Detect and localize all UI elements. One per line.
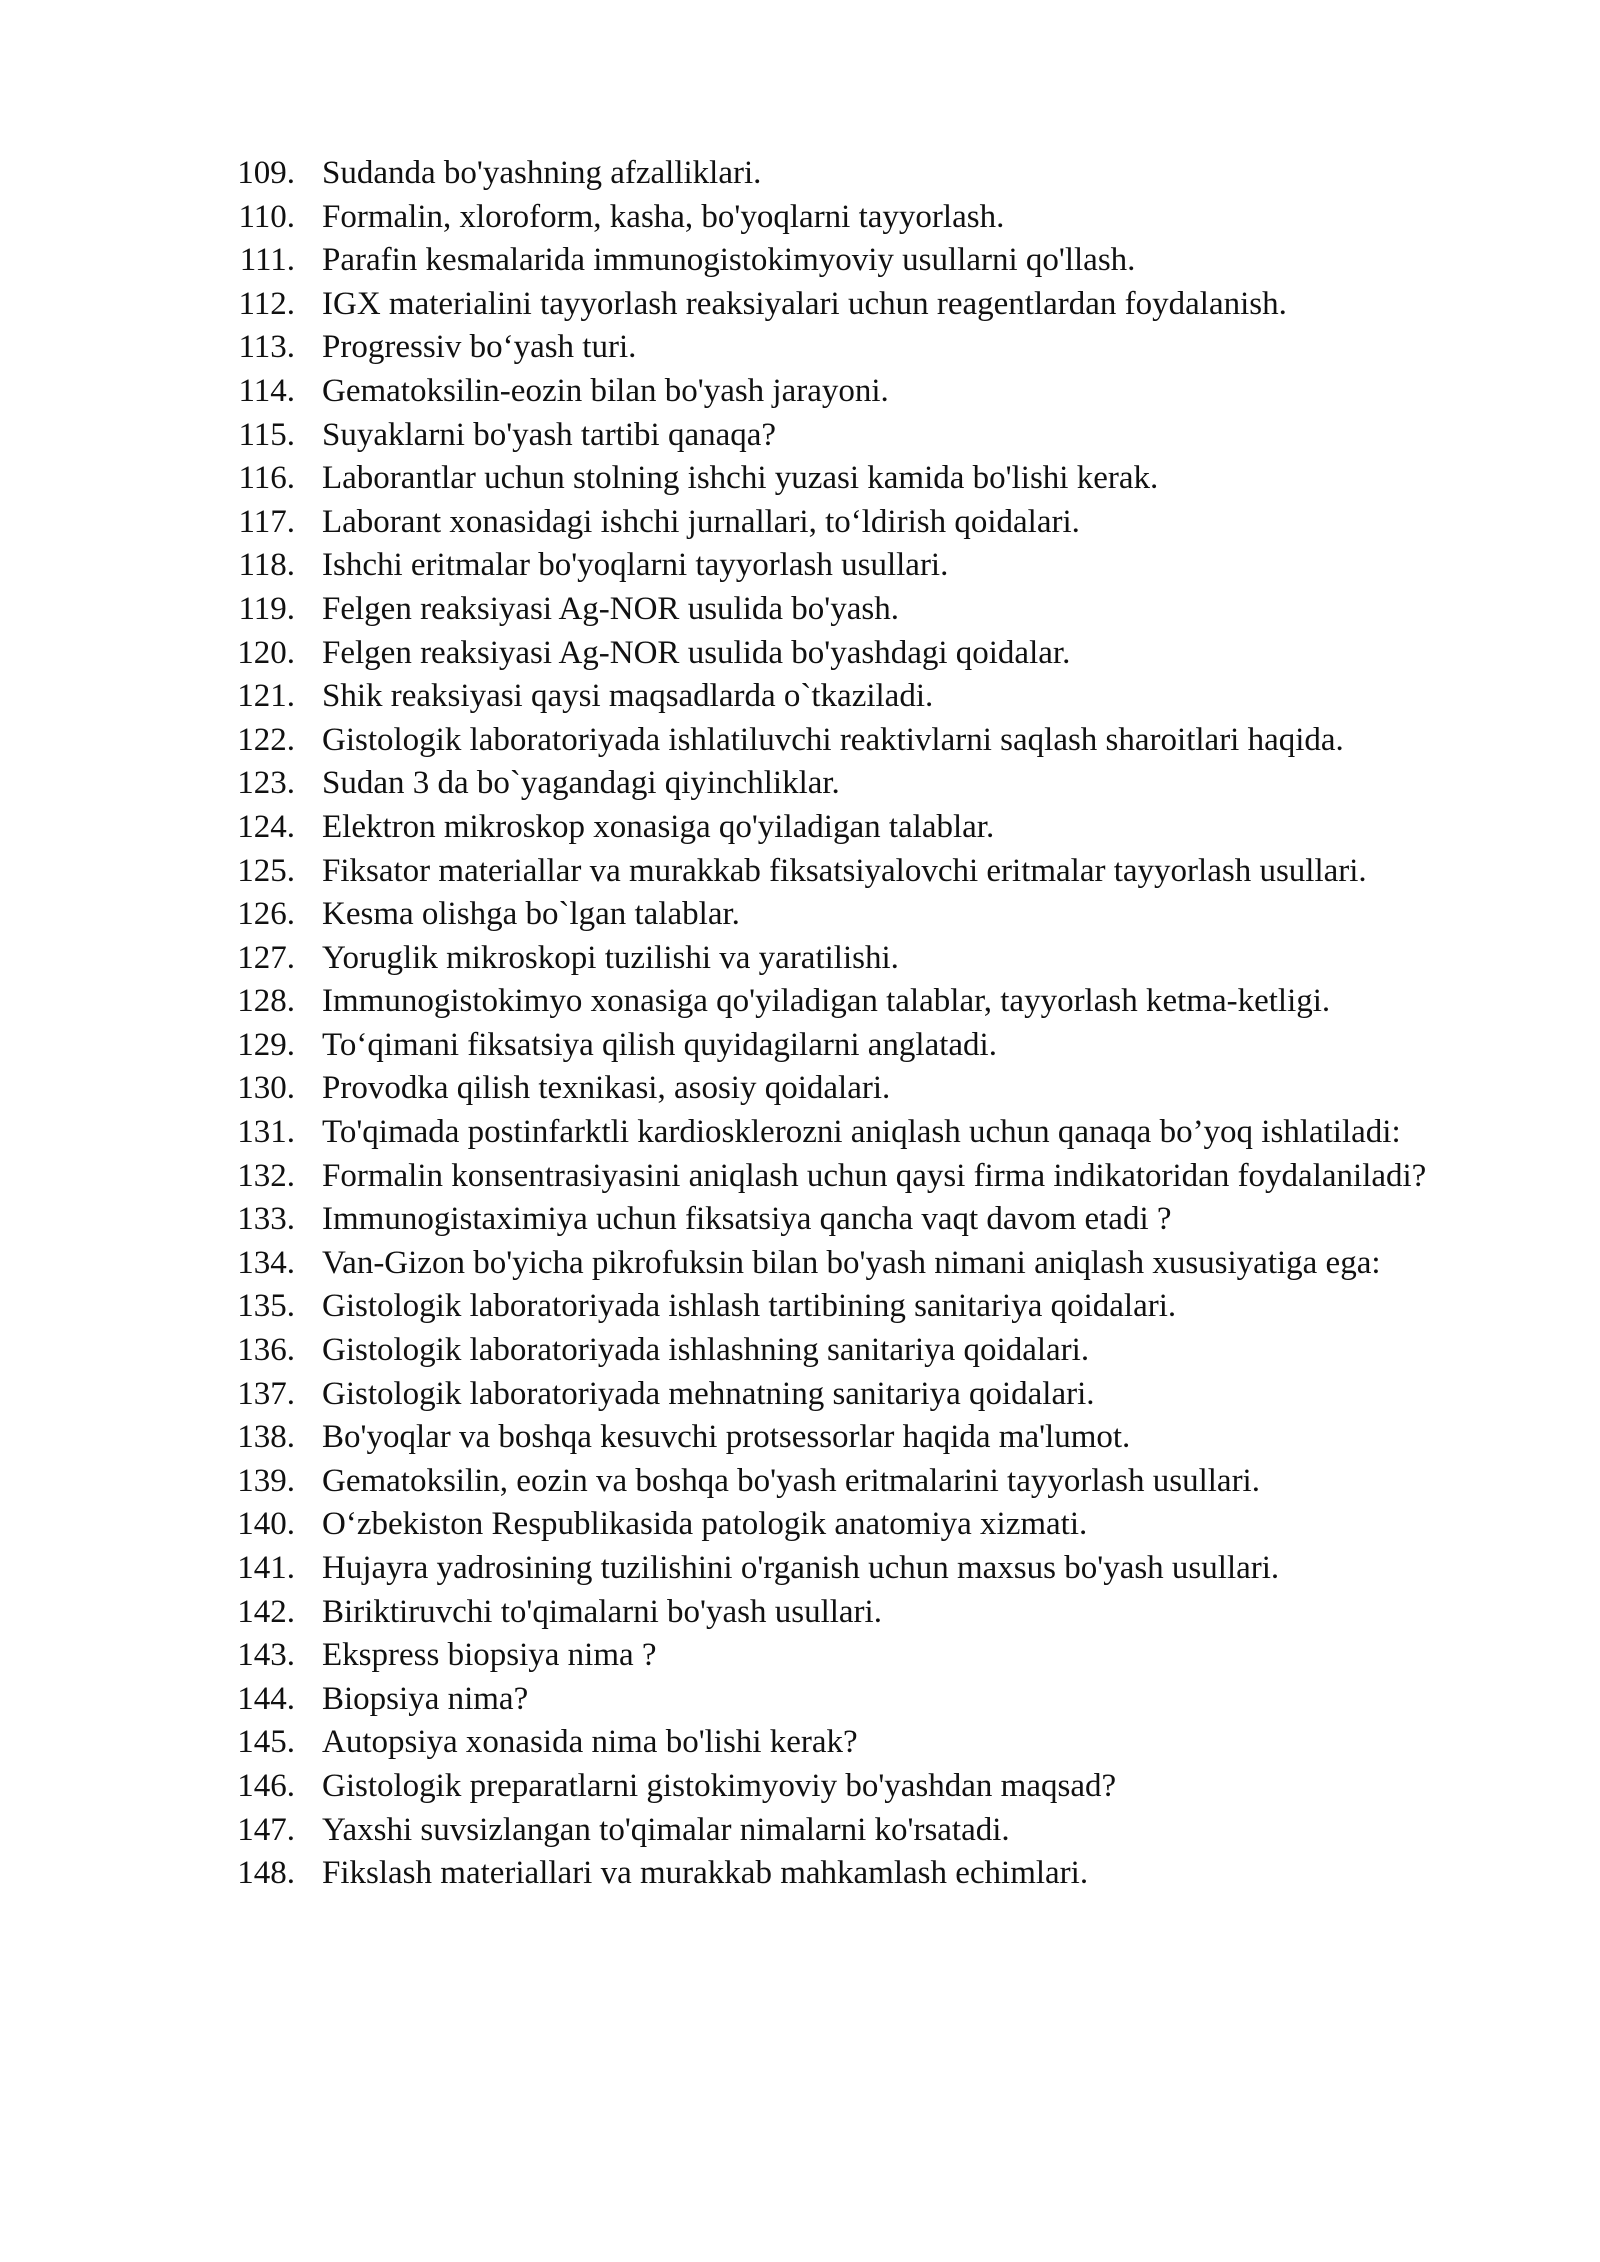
list-item: [226, 806, 1500, 850]
item-number: 146.: [237, 1767, 295, 1804]
item-number: 144.: [237, 1680, 295, 1717]
item-number: 137.: [237, 1375, 295, 1412]
list-item: [226, 719, 1500, 763]
item-text: Gistologik laboratoriyada ishlatiluvchi reaktivlarni saqlash sharoitlari haqida.: [322, 721, 1344, 758]
item-number: 127.: [237, 939, 295, 976]
item-text: Provodka qilish texnikasi, asosiy qoidalari.: [322, 1070, 891, 1107]
list-item: [226, 239, 1500, 283]
item-number: 117.: [238, 503, 295, 540]
list-item: [226, 370, 1500, 414]
item-number: 128.: [237, 983, 295, 1020]
item-text: Gistologik laboratoriyada ishlashning sanitariya qoidalari.: [322, 1332, 1090, 1369]
list-item: [226, 1285, 1500, 1329]
list-item: [226, 1852, 1500, 1896]
item-number: 141.: [237, 1550, 295, 1586]
item-text: Gematoksilin, eozin va boshqa bo'yash eritmalarini tayyorlash usullari.: [322, 1462, 1260, 1499]
list-item: [226, 1591, 1500, 1635]
item-text: Sudan 3 da bo`yagandagi qiyinchliklar.: [322, 765, 840, 802]
item-text: Yaxshi suvsizlangan to'qimalar nimalarni ko'rsatadi.: [322, 1811, 1010, 1848]
list-item: [226, 588, 1500, 632]
list-item: [226, 1721, 1500, 1765]
list-item: [226, 1765, 1500, 1809]
list-item: [226, 1242, 1500, 1286]
item-text: Biriktiruvchi to'qimalarni bo'yash usullari.: [322, 1593, 882, 1630]
item-text: Suyaklarni bo'yash tartibi qanaqa?: [322, 416, 777, 453]
item-number: 143.: [237, 1637, 295, 1674]
list-item: [226, 1547, 1500, 1591]
item-text: Immunogistaximiya uchun fiksatsiya qancha vaqt davom etadi ?: [322, 1201, 1172, 1238]
item-text: Progressiv bo‘yash turi.: [322, 329, 637, 366]
item-text: Hujayra yadrosining tuzilishini o'rganish uchun maxsus bo'yash usullari.: [322, 1550, 1280, 1586]
list-item: [226, 1373, 1500, 1417]
list-item: [226, 283, 1500, 327]
item-text: Formalin, xloroform, kasha, bo'yoqlarni tayyorlash.: [322, 198, 1005, 235]
list-item: [226, 1634, 1500, 1678]
item-text: Gistologik laboratoriyada ishlash tartibining sanitariya qoidalari.: [322, 1288, 1177, 1325]
item-text: Fiksator materiallar va murakkab fiksatsiyalovchi eritmalar tayyorlash usullari.: [322, 852, 1367, 889]
item-number: 119.: [238, 590, 295, 627]
item-text: Fikslash materiallari va murakkab mahkamlash echimlari.: [322, 1855, 1089, 1892]
item-number: 139.: [237, 1462, 295, 1499]
item-number: 130.: [237, 1070, 295, 1107]
list-item: [226, 675, 1500, 719]
item-number: 111.: [239, 242, 295, 279]
list-item: [226, 1678, 1500, 1722]
list-item: [226, 1809, 1500, 1853]
item-text: Gistologik laboratoriyada mehnatning sanitariya qoidalari.: [322, 1375, 1095, 1412]
list-item: [226, 501, 1500, 545]
item-text: Yoruglik mikroskopi tuzilishi va yaratilishi.: [322, 939, 899, 976]
item-text: Kesma olishga bo`lgan talablar.: [322, 896, 740, 933]
list-item: [226, 544, 1500, 588]
list-item: [226, 196, 1500, 240]
item-text: Van-Gizon bo'yicha pikrofuksin bilan bo'yash nimani aniqlash xususiyatiga ega:: [322, 1244, 1381, 1281]
item-number: 116.: [238, 460, 295, 497]
list-item: [226, 1024, 1500, 1068]
item-text: Parafin kesmalarida immunogistokimyoviy usullarni qo'llash.: [322, 242, 1136, 279]
item-text: Felgen reaksiyasi Ag-NOR usulida bo'yash.: [322, 590, 899, 627]
item-number: 129.: [237, 1026, 295, 1063]
item-text: Ekspress biopsiya nima ?: [322, 1637, 657, 1674]
item-number: 124.: [237, 808, 295, 845]
item-text: Ishchi eritmalar bo'yoqlarni tayyorlash usullari.: [322, 547, 949, 584]
item-number: 135.: [237, 1288, 295, 1325]
list-item: [226, 980, 1500, 1024]
item-text: Bo'yoqlar va boshqa kesuvchi protsessorlar haqida ma'lumot.: [322, 1419, 1131, 1456]
item-number: 131.: [237, 1114, 295, 1151]
item-number: 109.: [237, 155, 295, 191]
list-item: [226, 1198, 1500, 1242]
list-item: [226, 152, 1500, 196]
list-item: [226, 326, 1500, 370]
item-text: Gistologik preparatlarni gistokimyoviy bo'yashdan maqsad?: [322, 1767, 1117, 1804]
item-text: Laborant xonasidagi ishchi jurnallari, to‘ldirish qoidalari.: [322, 503, 1080, 540]
item-number: 121.: [237, 678, 295, 715]
list-item: [226, 632, 1500, 676]
item-text: Shik reaksiyasi qaysi maqsadlarda o`tkaziladi.: [322, 678, 934, 715]
item-number: 118.: [238, 547, 295, 584]
item-number: 122.: [237, 721, 295, 758]
item-text: Gematoksilin-eozin bilan bo'yash jarayoni.: [322, 372, 889, 409]
item-number: 140.: [237, 1506, 295, 1543]
list-item: [226, 1111, 1500, 1155]
item-number: 148.: [237, 1855, 295, 1892]
item-text: O‘zbekiston Respublikasida patologik anatomiya xizmati.: [322, 1506, 1088, 1543]
item-text: Autopsiya xonasida nima bo'lishi kerak?: [322, 1724, 858, 1761]
item-text: Felgen reaksiyasi Ag-NOR usulida bo'yashdagi qoidalar.: [322, 634, 1071, 671]
list-item: [226, 893, 1500, 937]
list-item: [226, 1416, 1500, 1460]
item-number: 136.: [237, 1332, 295, 1369]
item-number: 126.: [237, 896, 295, 933]
item-number: 142.: [237, 1593, 295, 1630]
list-item: [226, 1460, 1500, 1504]
item-text: Elektron mikroskop xonasiga qo'yiladigan talablar.: [322, 808, 995, 845]
item-text: IGX materialini tayyorlash reaksiyalari uchun reagentlardan foydalanish.: [322, 285, 1287, 322]
item-text: To‘qimani fiksatsiya qilish quyidagilarni anglatadi.: [322, 1026, 997, 1063]
item-number: 120.: [237, 634, 295, 671]
item-number: 134.: [237, 1244, 295, 1281]
item-text: Sudanda bo'yashning afzalliklari.: [322, 155, 762, 191]
list-item: [226, 1155, 1500, 1199]
item-number: 125.: [237, 852, 295, 889]
item-number: 113.: [238, 329, 295, 366]
item-text: Formalin konsentrasiyasini aniqlash uchun qaysi firma indikatoridan foydalaniladi?: [322, 1157, 1427, 1194]
item-number: 132.: [237, 1157, 295, 1194]
item-number: 138.: [237, 1419, 295, 1456]
list-item: [226, 414, 1500, 458]
item-number: 110.: [238, 198, 295, 235]
list-item: [226, 762, 1500, 806]
item-text: Biopsiya nima?: [322, 1680, 529, 1717]
item-number: 112.: [238, 285, 295, 322]
list-item: [226, 1329, 1500, 1373]
list-item: [226, 937, 1500, 981]
list-item: [226, 1503, 1500, 1547]
item-text: Laborantlar uchun stolning ishchi yuzasi kamida bo'lishi kerak.: [322, 460, 1159, 497]
list-item: [226, 1067, 1500, 1111]
item-text: To'qimada postinfarktli kardiosklerozni aniqlash uchun qanaqa bo’yoq ishlatiladi:: [322, 1114, 1401, 1151]
item-number: 115.: [238, 416, 295, 453]
item-number: 114.: [238, 372, 295, 409]
list-item: [226, 850, 1500, 894]
item-text: Immunogistokimyo xonasiga qo'yiladigan talablar, tayyorlash ketma-ketligi.: [322, 983, 1331, 1020]
item-number: 123.: [237, 765, 295, 802]
list-item: [226, 457, 1500, 501]
question-list: [226, 152, 1500, 1896]
item-number: 145.: [237, 1724, 295, 1761]
item-number: 133.: [237, 1201, 295, 1238]
item-number: 147.: [237, 1811, 295, 1848]
